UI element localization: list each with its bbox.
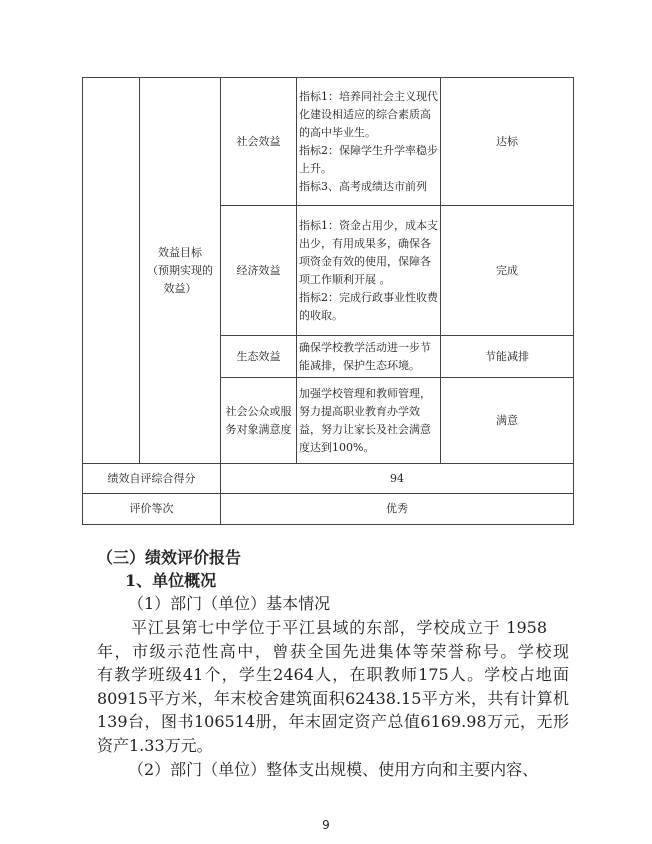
result-cell: 达标 [441,78,574,206]
performance-table [82,77,574,525]
score-row [83,464,574,494]
description-cell [297,336,441,378]
report-heading: （三）绩效评价报告 [97,548,242,567]
grade-row [83,494,574,525]
paragraph-line: 年，市级示范性高中，曾获全国先进集体等荣誉称号。学校现 [97,642,569,661]
description-cell [297,78,441,206]
paragraph-line: 平江县第七中学位于平江县域的东部，学校成立于 1958 [131,618,547,637]
score-value: 94 [221,464,574,494]
description-line: 指标3、高考成绩达市前列 [299,179,427,193]
page-number: 9 [322,818,330,832]
report-subheading: 1、单位概况 [125,571,217,590]
description-cell [297,378,441,464]
category-cell: 经济效益 [221,206,297,336]
description-cell [297,206,441,336]
description-line: 指标2：完成行政事业性收费的收取。 [299,290,438,322]
paragraph-line: 资产1.33万元。 [97,736,213,755]
result-cell: 完成 [441,206,574,336]
table-row [83,78,574,206]
section-heading-1: （1）部门（单位）基本情况 [128,594,331,613]
description-line: 指标1：培养同社会主义现代化建设相适应的综合素质高的高中毕业生。 [299,89,438,139]
result-cell: 满意 [441,378,574,464]
description-line: 指标2：保障学生升学率稳步上升。 [299,143,438,175]
description-line: 加强学校管理和教师管理，努力提高职业教育办学效益，努力让家长及社会满意度达到100%。 [299,386,431,454]
paragraph-line: 80915平方米，年末校舍建筑面积62438.15平方米，共有计算机 [97,689,569,708]
grade-label: 评价等次 [83,494,221,525]
result-cell: 节能减排 [441,336,574,378]
grade-value: 优秀 [221,494,574,525]
description-line: 指标1：资金占用少，成本支出少，有用成果多，确保各项资金有效的使用，保障各项工作顺利开展 。 [299,218,438,286]
paragraph-line: 有教学班级41个，学生2464人，在职教师175人。学校占地面 [97,665,569,684]
empty-cell [83,78,140,464]
paragraph-line: 139台，图书106514册，年末固定资产总值6169.98万元，无形 [97,712,569,731]
section-heading-2: （2）部门（单位）整体支出规模、使用方向和主要内容、 [128,760,539,779]
group-label: 效益目标 （预期实现的效益） [140,78,221,464]
category-cell: 社会公众或服务对象满意度 [221,378,297,464]
category-cell: 生态效益 [221,336,297,378]
score-label: 绩效自评综合得分 [83,464,221,494]
description-line: 确保学校教学活动进一步节能减排，保护生态环境。 [299,340,431,372]
category-cell: 社会效益 [221,78,297,206]
